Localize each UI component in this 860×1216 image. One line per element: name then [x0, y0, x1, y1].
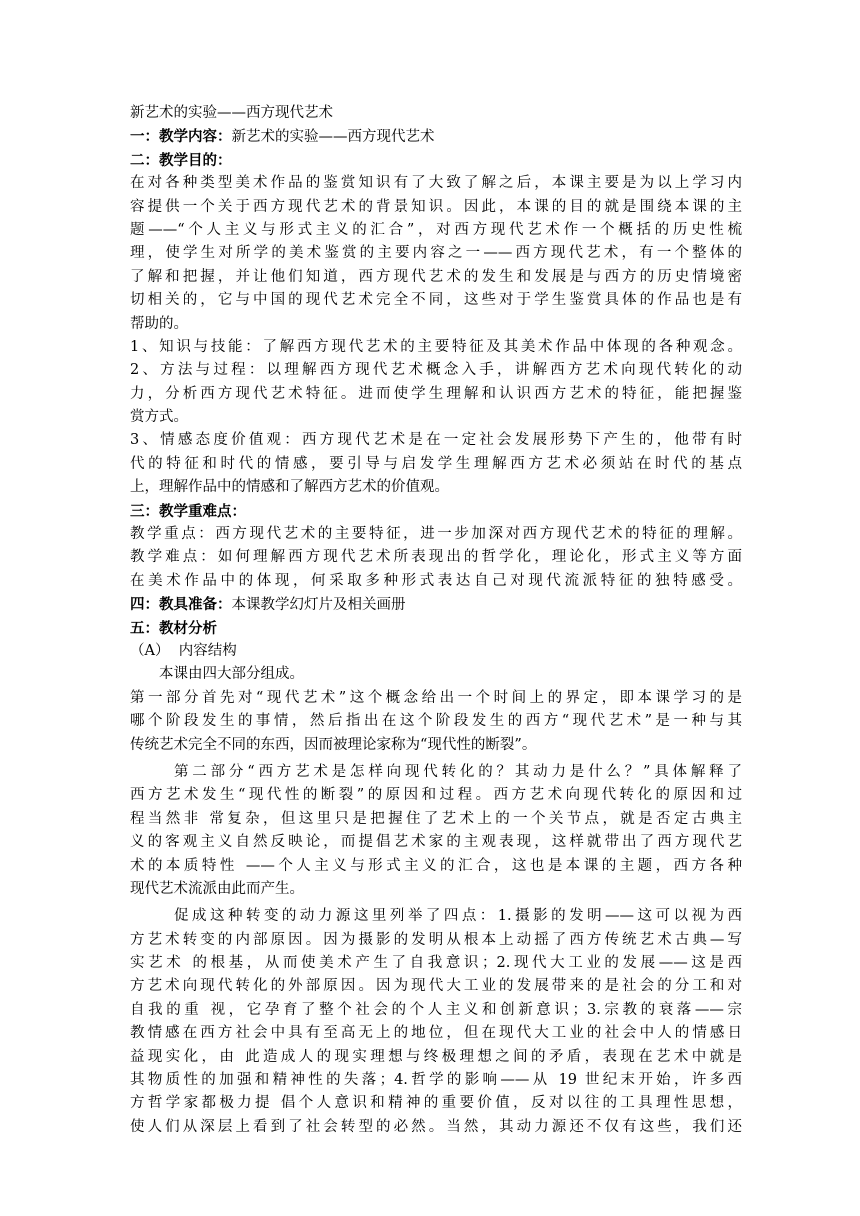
part-1-paragraph: [130, 687, 742, 757]
goal-method-line: 赏方式。: [130, 409, 188, 426]
part-2-line: 现代艺术流派由此而产生。: [130, 880, 304, 897]
intro-line: 本课由四大部分组成。: [159, 666, 304, 683]
part-3-line: 促成这种转变的动力源这里列举了四点：1.摄影的发明——这可以视为西: [174, 908, 742, 925]
section-1-text: 新艺术的实验——西方现代艺术: [231, 129, 435, 146]
difficulty-line: 在美术作品中的体现，何采取多种形式表达自己对现代流派特征的独特感受。: [130, 572, 742, 589]
part-3-line: 自我的重 视，它孕育了整个社会的个人主义和创新意识；3.宗教的衰落——宗: [130, 1001, 742, 1018]
section-4-label: 四：教具准备：: [130, 596, 232, 614]
purpose-line: 题——“个人主义与形式主义的汇合”，对西方现代艺术作一个概括的历史性梳: [130, 221, 742, 238]
goal-emotion: [130, 429, 742, 499]
difficulty-line: 教学难点：如何理解西方现代艺术所表现出的哲学化，理论化，形式主义等方面: [130, 549, 742, 566]
part-2-line: 西方艺术发生“现代性的断裂”的原因和过程。西方艺术向现代转化的原因和过: [130, 787, 742, 804]
part-3-line: 方哲学家都极力提 倡个人意识和精神的重要价值，反对以往的工具理性思想，: [130, 1095, 742, 1112]
section-1-label: 一：教学内容：: [130, 128, 232, 146]
section-5-label: 五：教材分析: [130, 619, 217, 637]
part-3-line: 教情感在西方社会中具有至高无上的地位，但在现代大工业的社会中人的情感日: [130, 1025, 742, 1042]
section-3-label: 三：教学重难点：: [130, 502, 246, 520]
goal-knowledge: 1、知识与技能：了解西方现代艺术的主要特征及其美术作品中体现的各种观念。: [130, 338, 742, 355]
goal-emotion-line: 3、情感态度价值观：西方现代艺术是在一定社会发展形势下产生的，他带有时: [130, 432, 742, 449]
part-2-line: 义的客观主义自然反映论，而提倡艺术家的主观表现，这样就带出了西方现代艺: [130, 834, 742, 851]
part-3-line: 益现实化，由 此造成人的现实理想与终极理想之间的矛盾，表现在艺术中就是: [130, 1048, 742, 1065]
part-3-line: 方艺术向现代转化的外部原因。因为现代大工业的发展带来的是社会的分工和对: [130, 978, 742, 995]
goal-method: [130, 359, 742, 429]
goal-emotion-line: 上，理解作品中的情感和了解西方艺术的价值观。: [130, 479, 449, 496]
part-3-line: 实艺术 的根基，从而使美术产生了自我意识；2.现代大工业的发展——这是西: [130, 955, 742, 972]
part-1-line: 第一部分首先对“现代艺术”这个概念给出一个时间上的界定，即本课学习的是: [130, 689, 742, 706]
goal-method-line: 2、方法与过程：以理解西方现代艺术概念入手，讲解西方艺术向现代转化的动: [130, 362, 742, 379]
key-point: 教学重点：西方现代艺术的主要特征，进一步加深对西方现代艺术的特征的理解。: [130, 526, 742, 543]
purpose-line: 切相关的，它与中国的现代艺术完全不同，这些对于学生鉴赏具体的作品也是有: [130, 292, 742, 309]
part-3-line: 使人们从深层上看到了社会转型的必然。当然，其动力源还不仅有这些，我们还: [130, 1118, 742, 1135]
part-2-line: 程当然非 常复杂，但这里只是把握住了艺术上的一个关节点，就是否定古典主: [130, 810, 742, 827]
purpose-line: 在对各种类型美术作品的鉴赏知识有了大致了解之后，本课主要是为以上学习内: [130, 175, 742, 192]
part-1-line: 哪个阶段发生的事情，然后指出在这个阶段发生的西方“现代艺术”是一种与其: [130, 713, 742, 730]
document-title: 新艺术的实验——西方现代艺术: [130, 105, 333, 121]
part-3-line: 方艺术转变的内部原因。因为摄影的发明从根本上动摇了西方传统艺术古典—写: [130, 931, 742, 948]
part-1-line: 传统艺术完全不同的东西，因而被理论家称为“现代性的断裂”。: [130, 736, 537, 753]
purpose-line: 帮助的。: [130, 315, 188, 332]
part-2-line: 术的本质特性 ——个人主义与形式主义的汇合，这也是本课的主题，西方各种: [130, 857, 742, 874]
section-4-text: 本课教学幻灯片及相关画册: [231, 597, 406, 614]
purpose-line: 了解和把握，并让他们知道，西方现代艺术的发生和发展是与西方的历史情境密: [130, 268, 742, 285]
part-2-line: 第二部分“西方艺术是怎样向现代转化的？其动力是什么？”具体解释了: [174, 763, 742, 780]
document-page: [130, 102, 742, 1139]
section-4: [130, 593, 742, 616]
purpose-line: 理，使学生对所学的美术鉴赏的主要内容之一——西方现代艺术，有一个整体的: [130, 245, 742, 262]
part-2-paragraph: [130, 761, 742, 901]
section-1: [130, 125, 742, 148]
goal-method-line: 力，分析西方现代艺术特征。进而使学生理解和认识西方艺术的特征，能把握鉴: [130, 385, 742, 402]
difficulty: [130, 546, 742, 593]
goal-emotion-line: 代的特征和时代的情感，要引导与启发学生理解西方艺术必须站在时代的基点: [130, 455, 742, 472]
purpose-paragraph: [130, 172, 742, 336]
section-2-label: 二：教学目的：: [130, 151, 232, 169]
part-3-paragraph: [130, 905, 742, 1139]
purpose-line: 容提供一个关于西方现代艺术的背景知识。因此，本课的目的就是围绕本课的主: [130, 198, 742, 215]
part-3-line: 其物质性的加强和精神性的失落；4.哲学的影响——从 19 世纪末开始，许多西: [130, 1072, 742, 1089]
subsection-a: （A） 内容结构: [130, 642, 237, 659]
